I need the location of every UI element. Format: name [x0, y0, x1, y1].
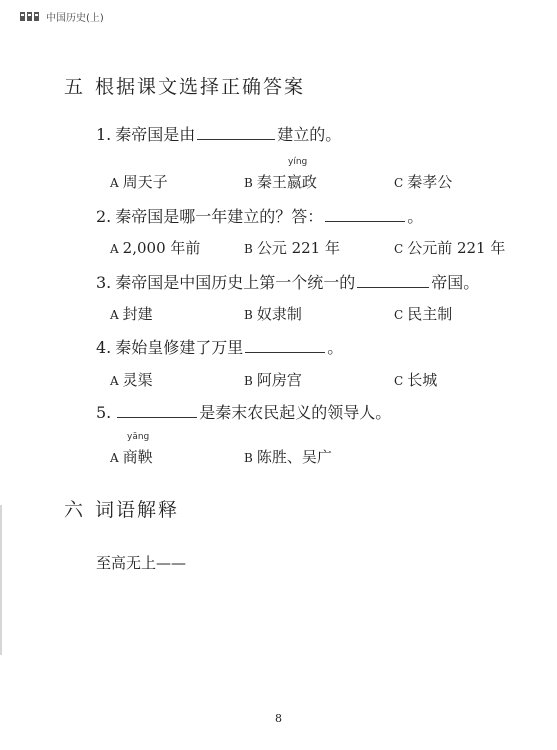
- option-2a[interactable]: [110, 237, 200, 258]
- answer-blank[interactable]: [325, 205, 405, 222]
- option-1b[interactable]: [244, 171, 317, 192]
- option-text: 长城: [407, 371, 438, 389]
- option-letter: C: [394, 374, 404, 388]
- option-text: 秦孝公: [407, 173, 453, 191]
- option-text: 民主制: [407, 305, 453, 323]
- option-text: 陈胜、吴广: [256, 448, 332, 466]
- answer-blank[interactable]: [357, 271, 429, 288]
- question-text-end: 帝国。: [431, 273, 480, 292]
- option-1a[interactable]: [110, 171, 168, 192]
- book-logo-icon: [20, 11, 40, 22]
- question-3: [96, 270, 479, 293]
- option-letter: B: [244, 451, 253, 465]
- option-3b[interactable]: [244, 303, 302, 324]
- question-1: [96, 122, 341, 145]
- question-2: [96, 204, 423, 227]
- option-letter: A: [110, 308, 119, 322]
- answer-blank[interactable]: [245, 336, 325, 353]
- header-title: 中国历史(上): [46, 12, 104, 24]
- option-letter: C: [394, 176, 404, 190]
- option-letter: A: [110, 176, 119, 190]
- option-letter: B: [244, 242, 253, 256]
- pinyin-annotation: yāng: [127, 432, 150, 442]
- option-3c[interactable]: [394, 303, 452, 324]
- question-text-end: 。: [327, 338, 344, 357]
- option-3a[interactable]: [110, 303, 153, 324]
- option-letter: C: [394, 308, 404, 322]
- question-text: 秦始皇修建了万里: [115, 338, 244, 357]
- option-text: 封建: [122, 305, 153, 323]
- option-text: 公元 221 年: [256, 239, 340, 257]
- question-text-end: 建立的。: [277, 125, 342, 144]
- pinyin-annotation: yíng: [288, 157, 308, 167]
- question-number: 3.: [96, 273, 112, 292]
- answer-blank[interactable]: [197, 123, 275, 140]
- section6-heading: [64, 495, 179, 522]
- answer-blank[interactable]: [117, 401, 197, 418]
- section5-heading: [64, 72, 305, 99]
- vocabulary-phrase: 至高无上——: [96, 554, 187, 572]
- option-5a[interactable]: [110, 446, 153, 467]
- option-4c[interactable]: [394, 369, 437, 390]
- option-text: 阿房宫: [256, 371, 302, 389]
- option-letter: B: [244, 308, 253, 322]
- option-4a[interactable]: [110, 369, 153, 390]
- question-text-end: 是秦末农民起义的领导人。: [199, 403, 392, 422]
- question-text: 秦帝国是哪一年建立的？答：: [115, 207, 324, 226]
- option-text: 灵渠: [122, 371, 153, 389]
- option-4b[interactable]: [244, 369, 302, 390]
- option-letter: C: [394, 242, 404, 256]
- question-number: 4.: [96, 338, 112, 357]
- section5-title: 根据课文选择正确答案: [95, 76, 306, 98]
- option-2b[interactable]: [244, 237, 340, 258]
- option-letter: B: [244, 176, 253, 190]
- question-number: 2.: [96, 207, 112, 226]
- option-letter: A: [110, 374, 119, 388]
- option-text: 公元前 221 年: [407, 239, 506, 257]
- option-letter: A: [110, 451, 119, 465]
- option-text: 秦王嬴政: [256, 173, 317, 191]
- question-number: 1.: [96, 125, 112, 144]
- option-text: 周天子: [122, 173, 168, 191]
- option-letter: A: [110, 242, 119, 256]
- section5-number: 五: [64, 76, 86, 98]
- option-text: 2,000 年前: [122, 239, 201, 257]
- option-text: 商鞅: [122, 448, 153, 466]
- page-number: 8: [275, 712, 282, 725]
- question-5: [96, 400, 391, 423]
- question-4: [96, 335, 343, 358]
- question-text: 秦帝国是由: [115, 125, 196, 144]
- scan-edge-shadow: [0, 505, 2, 655]
- option-5b[interactable]: [244, 446, 332, 467]
- option-text: 奴隶制: [256, 305, 302, 323]
- question-number: 5.: [96, 403, 112, 422]
- option-2c[interactable]: [394, 237, 505, 258]
- question-text-end: 。: [407, 207, 424, 226]
- section6-number: 六: [64, 499, 86, 521]
- section6-title: 词语解释: [95, 499, 180, 521]
- option-letter: B: [244, 374, 253, 388]
- option-1c[interactable]: [394, 171, 452, 192]
- question-text: 秦帝国是中国历史上第一个统一的: [115, 273, 356, 292]
- page-header: [20, 8, 104, 24]
